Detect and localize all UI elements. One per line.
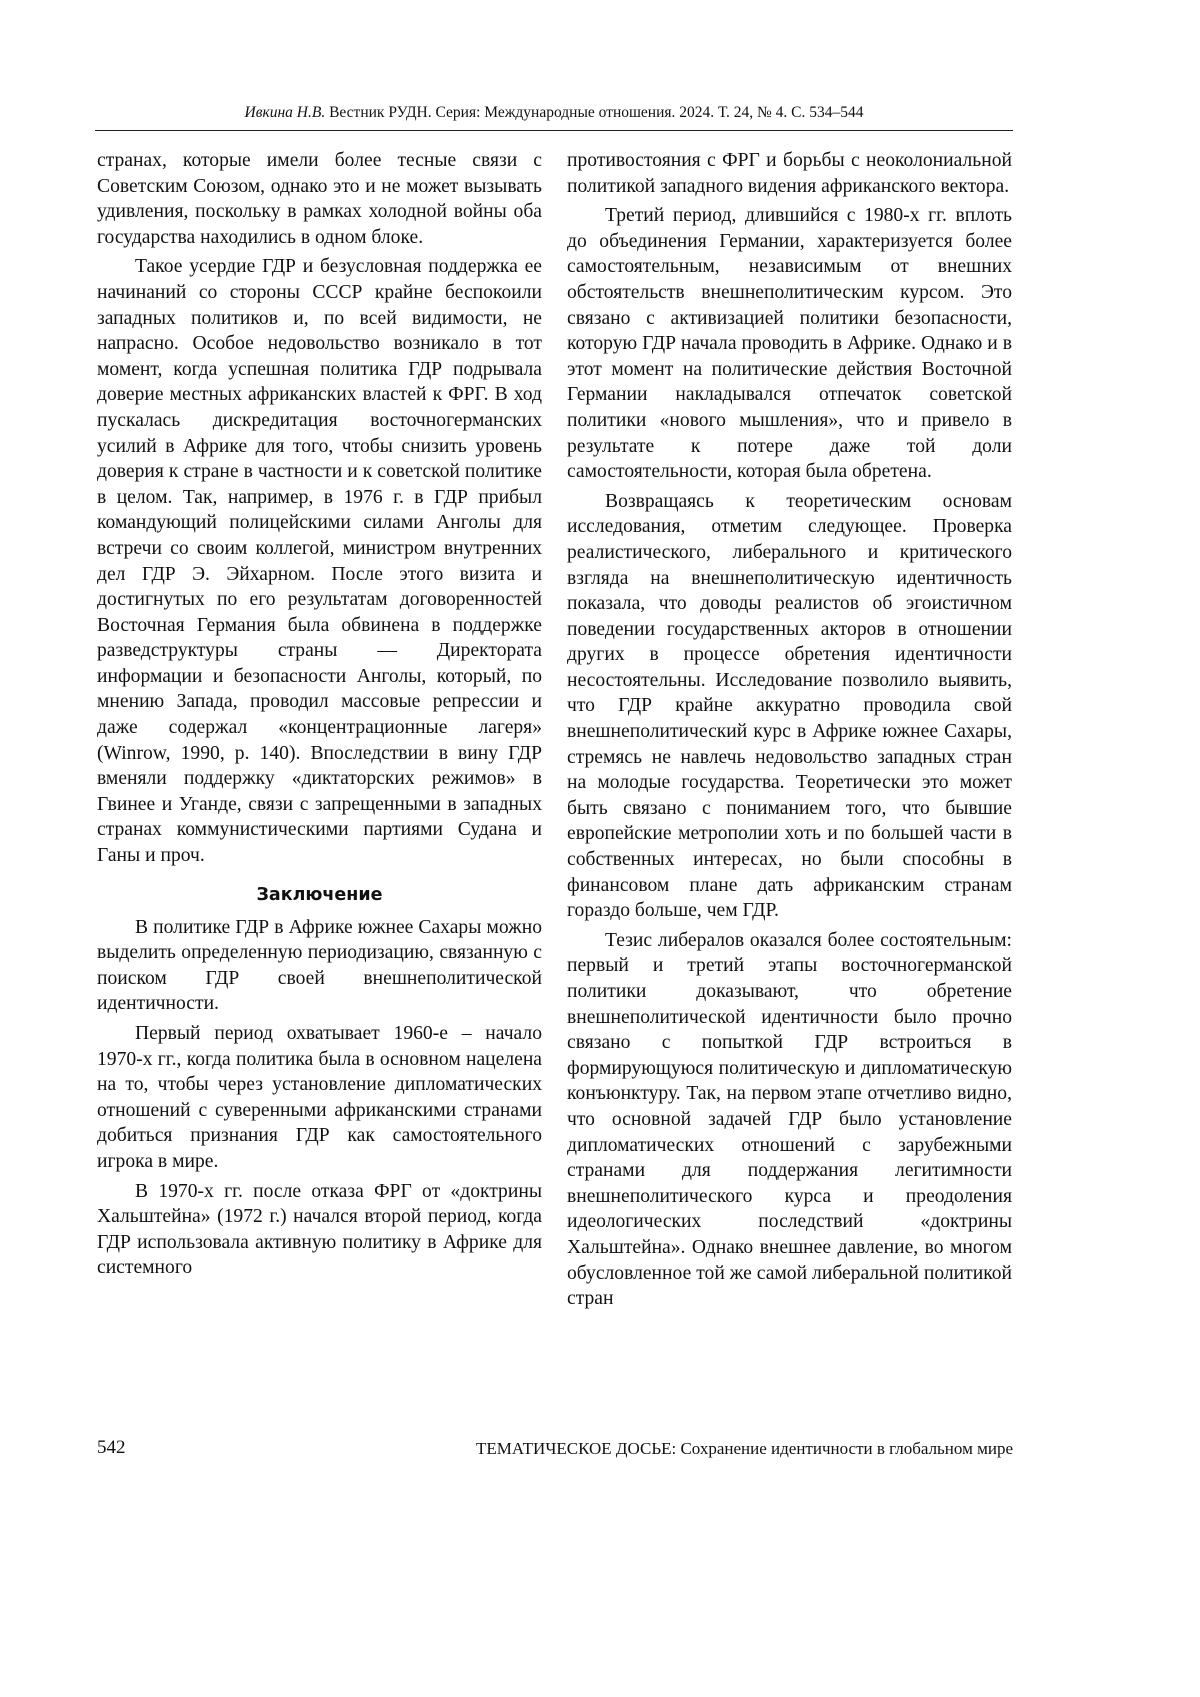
page-number: 542 (97, 1437, 126, 1459)
paragraph: противостояния с ФРГ и борьбы с неоколониальной политикой западного видения африканского вектора. (567, 148, 1012, 199)
paragraph: В 1970-х гг. после отказа ФРГ от «доктрины Хальштейна» (1972 г.) начался второй период, когда ГДР использовала активную политику в Африке для системного (97, 1179, 542, 1281)
right-column (567, 148, 1012, 1316)
paragraph: Такое усердие ГДР и безусловная поддержка ее начинаний со стороны СССР крайне беспокоили западных политиков и, по всей видимости, не напрасно. Особое недовольство возникало в тот момент, когда успешная политика ГДР подрывала доверие местных африканских властей к ФРГ. В ход пускалась дискредитация восточногерманских усилий в Африке для того, чтобы снизить уровень доверия к стране в частности и к советской политике в целом. Так, например, в 1976 г. в ГДР прибыл командующий полицейскими силами Анголы для встречи со своим коллегой, министром внутренних дел ГДР Э. Эйхарном. После этого визита и достигнутых по его результатам договоренностей Восточная Германия была обвинена в поддержке разведструктуры страны — Директората информации и безопасности Анголы, который, по мнению Запада, проводил массовые репрессии и даже содержал «концентрационные лагеря» (Winrow, 1990, p. 140). Впоследствии в вину ГДР вменяли поддержку «диктаторских режимов» в Гвинее и Уганде, связи с запрещенными в западных странах коммунистическими партиями Судана и Ганы и проч. (97, 254, 542, 868)
paragraph: В политике ГДР в Африке южнее Сахары можно выделить определенную периодизацию, связанную с поиском ГДР своей внешнеполитической идентичности. (97, 915, 542, 1017)
paragraph: Третий период, длившийся с 1980-х гг. вплоть до объединения Германии, характеризуется более самостоятельным, независимым от внешних обстоятельств внешнеполитическим курсом. Это связано с активизацией политики безопасности, которую ГДР начала проводить в Африке. Однако и в этот момент на политические действия Восточной Германии накладывался отпечаток советской политики «нового мышления», что и привело в результате к потере даже той доли самостоятельности, которая была обретена. (567, 203, 1012, 485)
paragraph: Первый период охватывает 1960-е – начало 1970-х гг., когда политика была в основном нацелена на то, чтобы через установление дипломатических отношений с суверенными африканскими странами добиться признания ГДР как самостоятельного игрока в мире. (97, 1021, 542, 1175)
footer-section-title: ТЕМАТИЧЕСКОЕ ДОСЬЕ: Сохранение идентичности в глобальном мире (476, 1439, 1013, 1459)
running-header (95, 104, 1013, 122)
header-author: Ивкина Н.В. (245, 104, 326, 121)
section-heading: Заключение (97, 883, 542, 907)
paragraph: странах, которые имели более тесные связи с Советским Союзом, однако это и не может вызывать удивления, поскольку в рамках холодной войны оба государства находились в одном блоке. (97, 148, 542, 250)
paragraph: Тезис либералов оказался более состоятельным: первый и третий этапы восточногерманской политики доказывают, что обретение внешнеполитической идентичности было прочно связано с попыткой ГДР встроиться в формирующуюся политическую и дипломатическую конъюнктуру. Так, на первом этапе отчетливо видно, что основной задачей ГДР было установление дипломатических отношений с зарубежными странами для поддержания легитимности внешнеполитического курса и преодоления идеологических последствий «доктрины Хальштейна». Однако внешнее давление, во многом обусловленное той же самой либеральной политикой стран (567, 928, 1012, 1312)
left-column (97, 148, 542, 1285)
header-journal: Вестник РУДН. Серия: Международные отношения. 2024. Т. 24, № 4. С. 534–544 (329, 104, 863, 121)
paragraph: Возвращаясь к теоретическим основам исследования, отметим следующее. Проверка реалистического, либерального и критического взгляда на внешнеполитическую идентичность показала, что доводы реалистов об эгоистичном поведении государственных акторов в отношении других в процессе обретения идентичности несостоятельны. Исследование позволило выявить, что ГДР крайне аккуратно проводила свой внешнеполитический курс в Африке южнее Сахары, стремясь не навлечь недовольство западных стран на молодые государства. Теоретически это может быть связано с пониманием того, что бывшие европейские метрополии хоть и по большей части в собственных интересах, но были способны в финансовом плане дать африканским странам гораздо больше, чем ГДР. (567, 489, 1012, 924)
header-rule (95, 130, 1013, 131)
